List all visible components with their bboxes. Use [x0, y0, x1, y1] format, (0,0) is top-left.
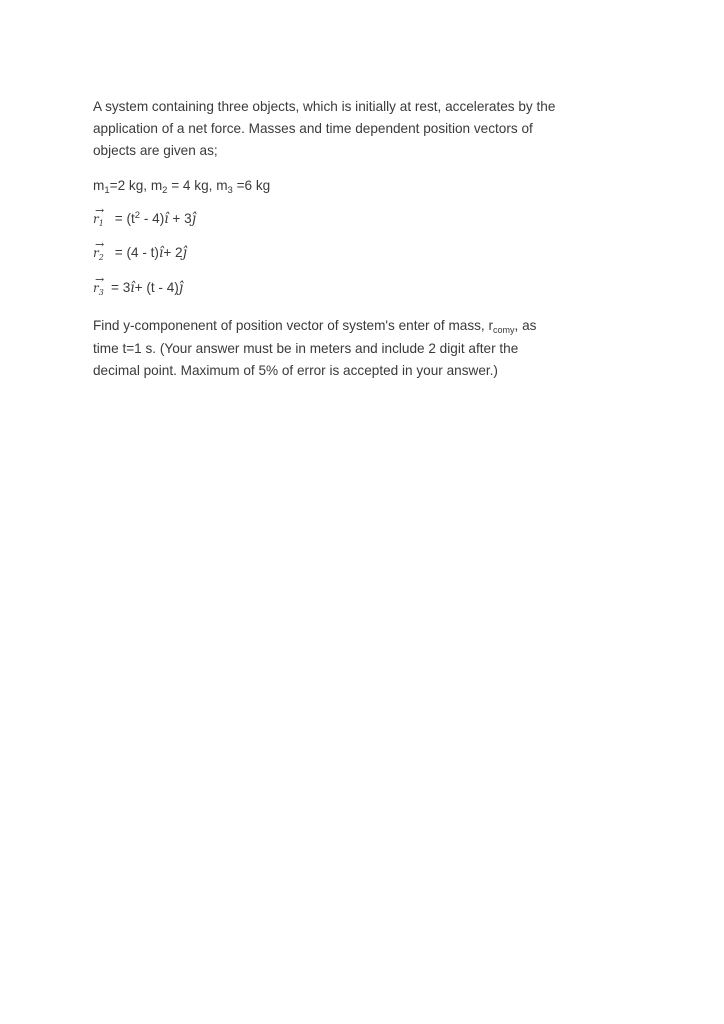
- question-text-before: Find y-componenent of position vector of system's enter of mass, r: [93, 318, 494, 333]
- r1-unit-i: î: [164, 211, 169, 227]
- r2-unit-i: î: [158, 245, 164, 261]
- m3-subscript: 3: [227, 185, 233, 196]
- r1-index: 1: [98, 219, 104, 228]
- problem-statement: [93, 96, 563, 382]
- m1-value: =2 kg,: [109, 178, 151, 193]
- r1-exponent: 2: [134, 210, 141, 221]
- r2-letter: r: [93, 246, 99, 260]
- m3-symbol: m: [216, 178, 228, 193]
- r2-index: 2: [98, 253, 104, 262]
- r2-part1: = (4 - t): [111, 245, 159, 260]
- r3-part1: = 3: [111, 280, 131, 295]
- r2-unit-j: ĵ: [182, 245, 187, 261]
- m3-value: =6 kg: [232, 178, 271, 193]
- r3-part2: + (t - 4): [134, 280, 179, 295]
- question-text: [93, 315, 563, 382]
- r3-vector-symbol: [93, 273, 111, 300]
- r1-part1: = (t: [111, 211, 135, 226]
- question-text-after: , as time t=1 s. (Your answer must be in meters and include 2 digit after the decimal point. Maximum of 5% of error is accepted in your answer.): [93, 318, 537, 378]
- r1-unit-j: ĵ: [191, 211, 196, 227]
- m2-symbol: m: [150, 178, 163, 193]
- masses-line: [93, 176, 563, 196]
- m2-value: = 4 kg,: [167, 178, 217, 193]
- position-vector-r3: [93, 273, 563, 298]
- r3-unit-j: ĵ: [178, 280, 184, 296]
- r3-index: 3: [98, 288, 104, 297]
- position-vector-r2: [93, 238, 563, 263]
- r1-letter: r: [93, 212, 99, 226]
- vector-arrow-icon: →: [95, 204, 105, 217]
- vector-arrow-icon: →: [95, 238, 105, 251]
- vector-arrow-icon: →: [95, 273, 105, 286]
- r2-part2: + 2: [163, 245, 183, 260]
- r1-part3: + 3: [168, 211, 192, 226]
- r3-letter: r: [93, 281, 99, 295]
- r2-vector-symbol: [93, 238, 111, 265]
- position-vector-r1: [93, 204, 563, 229]
- intro-text: A system containing three objects, which is initially at rest, accelerates by the application of a net force. Masses and time dependent position vectors of objects are given as;: [93, 99, 556, 158]
- r1-part2: - 4): [140, 211, 165, 226]
- m1-symbol: m: [93, 178, 105, 193]
- r1-vector-symbol: [93, 204, 111, 231]
- question-subscript: comy: [493, 325, 515, 335]
- m1-subscript: 1: [104, 185, 110, 196]
- r3-unit-i: î: [130, 280, 135, 296]
- m2-subscript: 2: [162, 185, 168, 196]
